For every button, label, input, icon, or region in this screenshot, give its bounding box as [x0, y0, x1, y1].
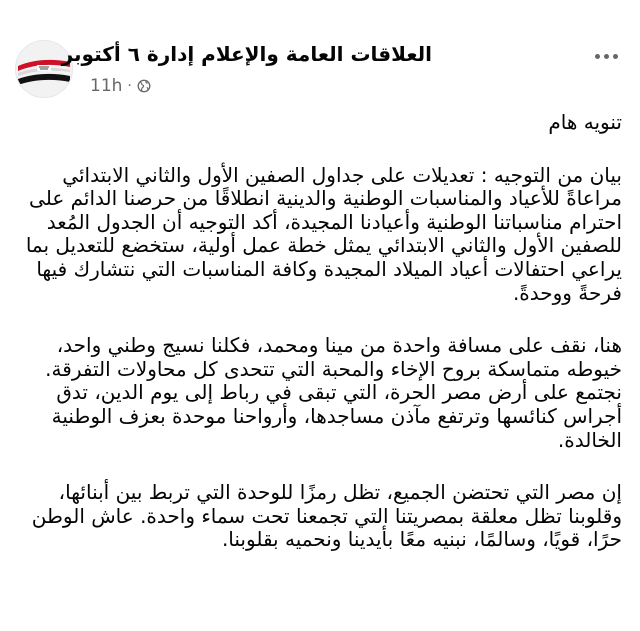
post-meta [90, 76, 151, 96]
more-options-button[interactable] [588, 44, 624, 68]
post-heading: تنويه هام [548, 110, 622, 134]
post-paragraph-1: بيان من التوجيه : تعديلات على جداول الصفين الأول والثاني الابتدائي مراعاةً للأعياد والمناسبات الوطنية والدينية انطلاقًا من حرصنا الدائم على احترام مناسباتنا الوطنية وأعيادنا المجيدة، أكد التوجيه أن الجدول المُعد للصفين الأول والثاني الابتدائي يمثل خطة عمل أولية، ستخضع للتعديل بما يراعي احتفالات أعياد الميلاد المجيدة وكافة المناسبات التي نتشارك فيها فرحةً ووحدةً. [25, 162, 622, 305]
separator-dot: · [127, 78, 132, 94]
post-paragraph-2: هنا، نقف على مسافة واحدة من مينا ومحمد، فكلنا نسيج وطني واحد، خيوطه متماسكة بروح الإخاء والمحبة التي تتحدى كل محاولات التفرقة. نجتمع على أرض مصر الحرة، التي تبقى في رباط إلى يوم الدين، تدق أجراس كنائسها وترتفع مآذن مساجدها، وأرواحنا موحدة بعزف الوطنية الخالدة. [45, 333, 622, 452]
post-time[interactable]: 11h [90, 76, 123, 96]
globe-icon[interactable] [137, 79, 151, 93]
page-name[interactable]: العلاقات العامة والإعلام إدارة ٦ أكتوبر [61, 42, 432, 66]
more-options-icon [595, 54, 600, 59]
post-text [0, 111, 640, 581]
post-paragraph-3: إن مصر التي تحتضن الجميع، تظل رمزًا للوحدة التي تربط بين أبنائها، وقلوبنا تظل معلقة بمصريتنا التي تجمعنا تحت سماء واحدة. عاش الوطن حرًا، قويًا، وسالمًا، نبنيه معًا بأيدينا ونحميه بقلوبنا. [31, 480, 622, 552]
post-header [0, 38, 640, 100]
